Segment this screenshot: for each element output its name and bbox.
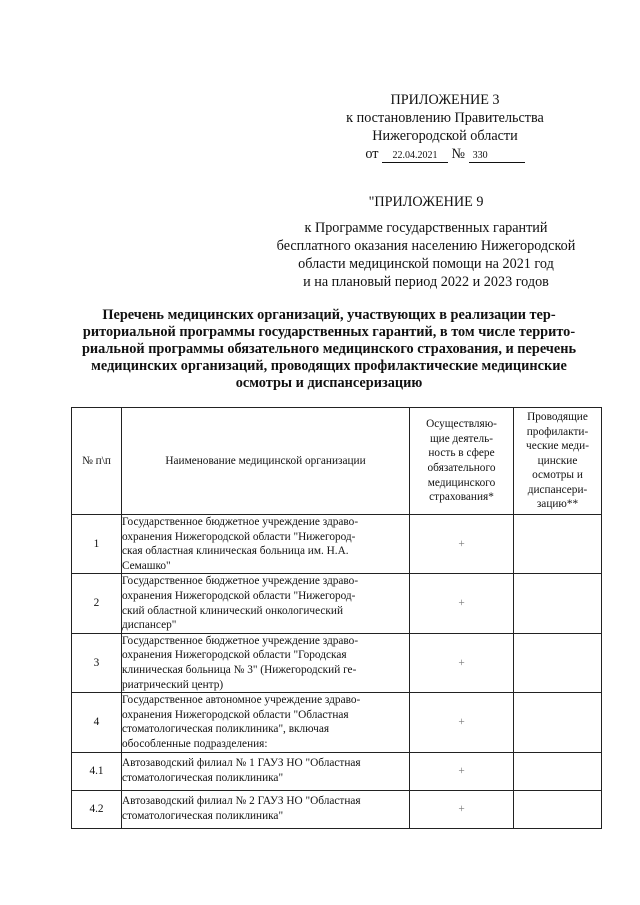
- header-prophylactic: [514, 408, 602, 515]
- prophylactic-mark: [514, 574, 602, 633]
- name-line: Государственное автономное учреждение здраво-: [122, 694, 361, 707]
- header-prof-line: ческие меди-: [526, 440, 589, 453]
- prophylactic-mark: [514, 790, 602, 828]
- name-line: ская областная клиническая больница им. Н.А.: [122, 545, 349, 558]
- appendix-3-header: [300, 91, 590, 163]
- name-line: Автозаводский филиал № 2 ГАУЗ НО "Областная: [122, 795, 361, 808]
- organization-name: [122, 515, 410, 574]
- row-number: 4.1: [72, 752, 122, 790]
- organization-name: [122, 790, 410, 828]
- name-line: Государственное бюджетное учреждение здраво-: [122, 516, 359, 528]
- name-line: клиническая больница № 3" (Нижегородский ге-: [122, 663, 357, 676]
- name-line: охранения Нижегородской области "Нижегород-: [122, 589, 356, 602]
- appendix-3-line-2: Нижегородской области: [372, 128, 518, 144]
- name-line: охранения Нижегородской области "Нижегород-: [122, 530, 356, 543]
- name-line: диспансер": [122, 619, 177, 632]
- name-line: обособленные подразделения:: [122, 737, 268, 750]
- oms-mark: +: [410, 790, 514, 828]
- row-number: 4: [72, 693, 122, 752]
- organization-name: [122, 633, 410, 692]
- header-prof-line: осмотры и: [532, 469, 583, 482]
- prophylactic-mark: [514, 752, 602, 790]
- table-row: [72, 790, 602, 828]
- table-row: [72, 574, 602, 633]
- oms-mark: +: [410, 633, 514, 692]
- table-row: [72, 752, 602, 790]
- appendix-9-title: "ПРИЛОЖЕНИЕ 9: [368, 194, 484, 210]
- oms-mark: +: [410, 752, 514, 790]
- heading-line: риальной программы обязательного медицинского страхования, и перечень: [81, 341, 577, 357]
- oms-mark: +: [410, 693, 514, 752]
- row-number: 4.2: [72, 790, 122, 828]
- heading-line: осмотры и диспансеризацию: [235, 375, 423, 391]
- heading-line: риториальной программы государственных гарантий, в том числе террито-: [82, 324, 576, 340]
- appendix-9-line: к Программе государственных гарантий: [304, 220, 548, 236]
- resolution-date: 22.04.2021: [382, 150, 448, 163]
- prophylactic-mark: [514, 633, 602, 692]
- name-line: охранения Нижегородской области "Городская: [122, 649, 347, 662]
- appendix-9-line: бесплатного оказания населению Нижегородской: [276, 238, 576, 254]
- name-line: Автозаводский филиал № 1 ГАУЗ НО "Областная: [122, 757, 361, 770]
- name-line: стоматологическая поликлиника", включая: [122, 723, 330, 736]
- prophylactic-mark: [514, 515, 602, 574]
- header-prof-line: диспансери-: [527, 483, 588, 496]
- table-row: [72, 633, 602, 692]
- header-oms-line: обязательного: [427, 462, 496, 474]
- organization-name: [122, 693, 410, 752]
- header-oms-line: Осуществляю-: [426, 418, 497, 431]
- oms-mark: +: [410, 574, 514, 633]
- table-header-row: [72, 408, 602, 515]
- oms-mark: +: [410, 515, 514, 574]
- name-line: стоматологическая поликлиника": [122, 772, 284, 784]
- name-line: стоматологическая поликлиника": [122, 810, 284, 822]
- header-oms-line: страхования*: [429, 491, 494, 504]
- header-oms-line: медицинского: [427, 476, 496, 489]
- number-prefix: №: [451, 146, 466, 162]
- name-line: Государственное бюджетное учреждение здраво-: [122, 634, 359, 647]
- spacer: [250, 211, 602, 219]
- header-oms-line: ность в сфере: [428, 447, 495, 460]
- row-number: 2: [72, 574, 122, 633]
- organization-name: [122, 574, 410, 633]
- prophylactic-mark: [514, 693, 602, 752]
- name-line: Государственное бюджетное учреждение здраво-: [122, 575, 359, 588]
- table-row: [72, 693, 602, 752]
- header-name: Наименование медицинской организации: [122, 408, 410, 515]
- header-prof-line: Проводящие: [527, 410, 588, 423]
- name-line: Семашко": [122, 559, 171, 572]
- appendix-9-line: области медицинской помощи на 2021 год: [298, 256, 554, 272]
- organizations-table: [71, 407, 602, 829]
- table-row: [72, 515, 602, 574]
- heading-line: Перечень медицинских организаций, участвующих в реализации тер-: [102, 307, 556, 323]
- header-oms-line: щие деятель-: [429, 432, 494, 445]
- row-number: 1: [72, 515, 122, 574]
- date-prefix: от: [365, 146, 379, 162]
- row-number: 3: [72, 633, 122, 692]
- appendix-3-line-1: к постановлению Правительства: [346, 110, 544, 126]
- document-heading: [60, 307, 598, 392]
- header-number: № п\п: [72, 408, 122, 515]
- name-line: охранения Нижегородской области "Областная: [122, 708, 349, 721]
- name-line: риатрический центр): [122, 678, 224, 691]
- appendix-3-date-number: [300, 145, 590, 163]
- header-oms: [410, 408, 514, 515]
- heading-line: медицинских организаций, проводящих профилактические медицинские: [91, 358, 567, 374]
- appendix-9-line: и на плановый период 2022 и 2023 годов: [303, 274, 549, 290]
- header-prof-line: цинские: [537, 454, 578, 467]
- name-line: ский областной клинический онкологический: [122, 604, 344, 617]
- organization-name: [122, 752, 410, 790]
- appendix-9-header: [250, 193, 602, 291]
- resolution-number: 330: [469, 150, 525, 163]
- header-prof-line: зацию**: [536, 498, 579, 511]
- appendix-3-title: ПРИЛОЖЕНИЕ 3: [390, 92, 500, 108]
- header-prof-line: профилакти-: [526, 425, 589, 438]
